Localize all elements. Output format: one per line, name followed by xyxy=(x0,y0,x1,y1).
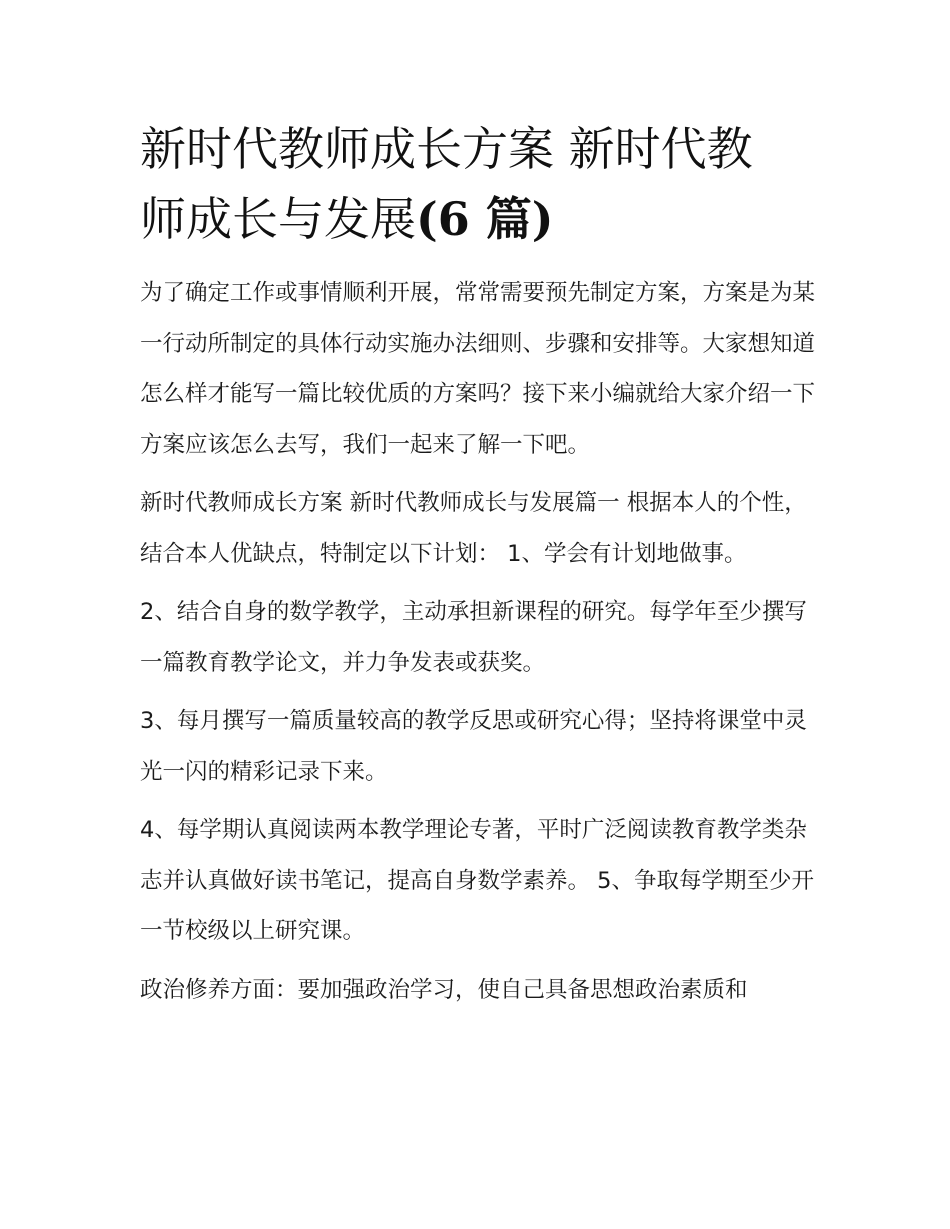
paragraph-item-3: 3、每月撰写一篇质量较高的教学反思或研究心得；坚持将课堂中灵光一闪的精彩记录下来。 xyxy=(140,708,807,785)
paragraph-item-2: 2、结合自身的数学教学，主动承担新课程的研究。每学年至少撰写一篇教育教学论文，并力争发表或获奖。 xyxy=(140,599,807,676)
title-line-2: 师成长与发展 xyxy=(140,192,416,246)
document-content xyxy=(140,114,815,1015)
paragraph-intro: 为了确定工作或事情顺利开展，常常需要预先制定方案，方案是为某一行动所制定的具体行动实施办法细则、步骤和安排等。大家想知道怎么样才能写一篇比较优质的方案吗？接下来小编就给大家介绍一下方案应该怎么去写，我们一起来了解一下吧。 xyxy=(140,280,816,458)
title-count: (6 篇) xyxy=(416,192,554,246)
document-title xyxy=(140,114,815,254)
paragraph-item-4-5: 4、每学期认真阅读两本教学理论专著，平时广泛阅读教育教学类杂志并认真做好读书笔记，提高自身数学素养。 5、争取每学期至少开一节校级以上研究课。 xyxy=(140,817,814,944)
paragraph-plan-intro: 新时代教师成长方案 新时代教师成长与发展篇一 根据本人的个性，结合本人优缺点，特制定以下计划： 1、学会有计划地做事。 xyxy=(140,490,807,567)
paragraph-political: 政治修养方面：要加强政治学习，使自己具备思想政治素质和 xyxy=(140,976,748,1003)
title-line-1: 新时代教师成长方案 新时代教 xyxy=(140,122,753,176)
